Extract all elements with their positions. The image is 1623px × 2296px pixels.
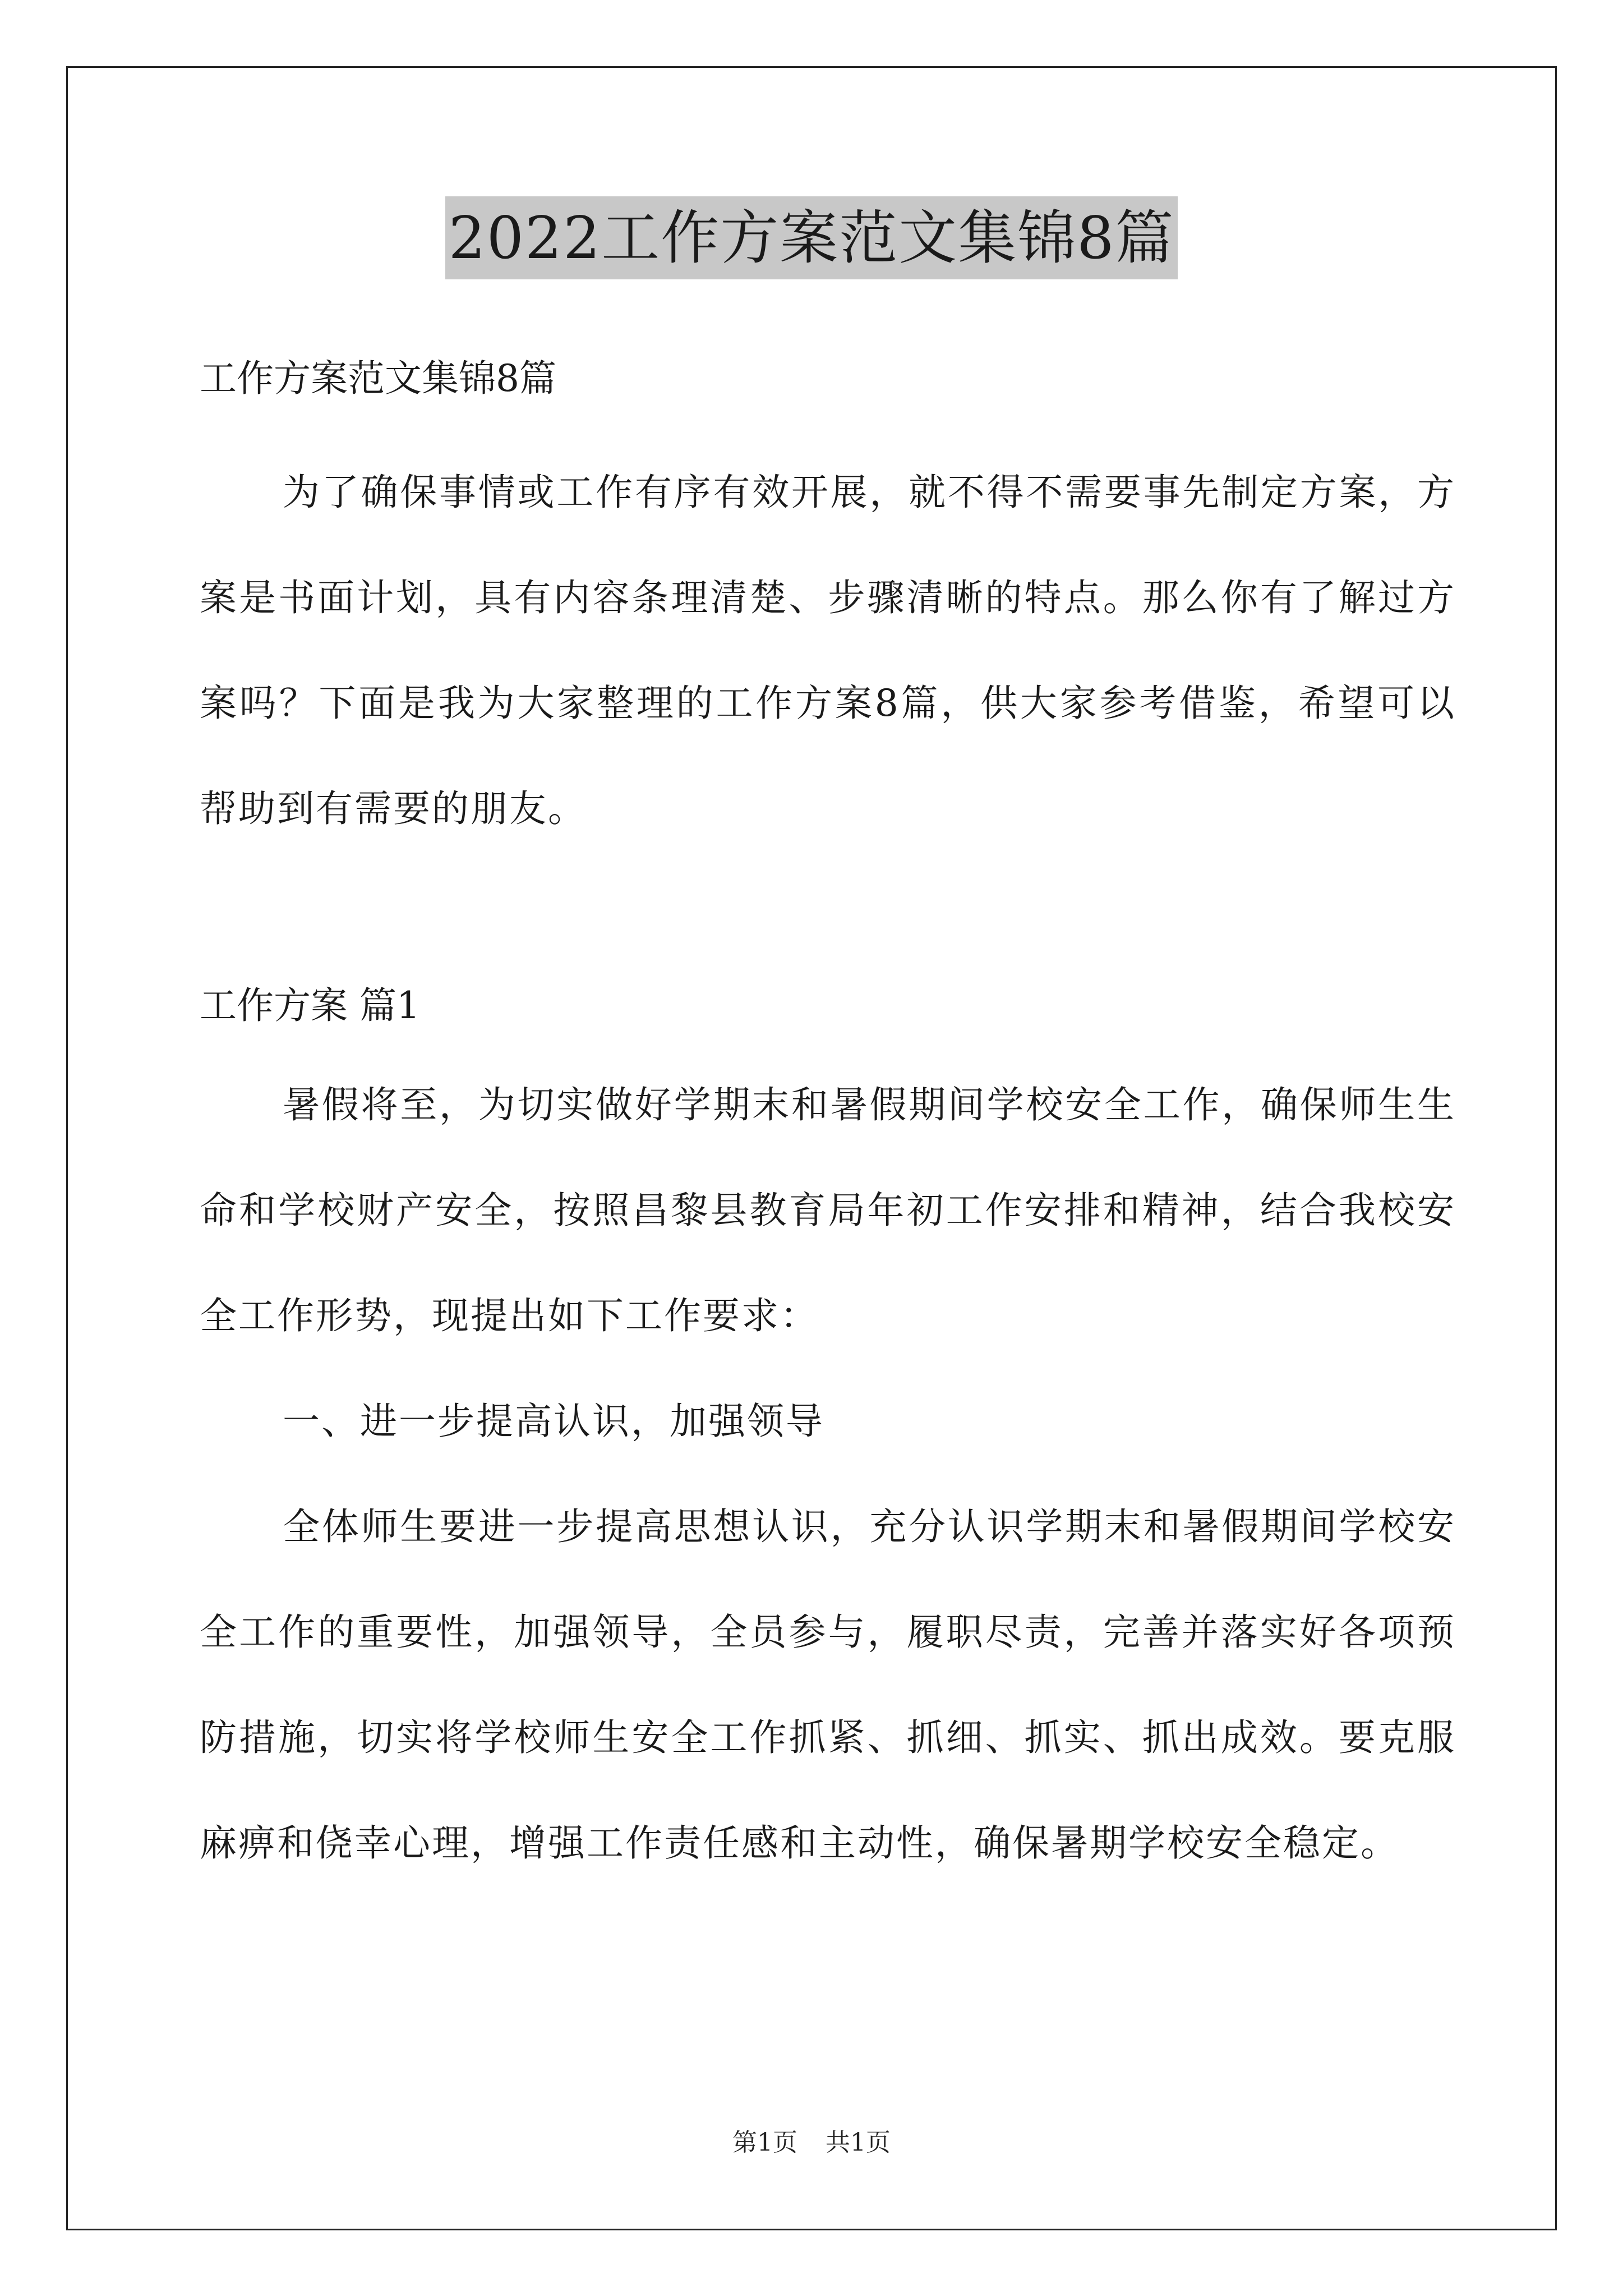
- page-total: 共1页: [826, 2128, 891, 2157]
- document-body: [200, 342, 1456, 1896]
- section-heading: 工作方案 篇1: [200, 984, 420, 1027]
- document-title: 2022工作方案范文集锦8篇: [445, 196, 1178, 279]
- section-subheading: 一、进一步提高认识，加强领导: [283, 1400, 824, 1443]
- section-paragraph: 暑假将至，为切实做好学期末和暑假期间学校安全工作，确保师生生命和学校财产安全，按照昌黎县教育局年初工作安排和精神，结合我校安全工作形势，现提出如下工作要求：: [200, 1083, 1456, 1337]
- document-subtitle: 工作方案范文集锦8篇: [200, 357, 556, 400]
- title-container: [0, 196, 1623, 279]
- page-number: 第1页: [732, 2128, 797, 2157]
- page-footer: [0, 2126, 1623, 2160]
- section-paragraph: 全体师生要进一步提高思想认识，充分认识学期末和暑假期间学校安全工作的重要性，加强领导，全员参与，履职尽责，完善并落实好各项预防措施，切实将学校师生安全工作抓紧、抓细、抓实、抓出成效。要克服麻痹和侥幸心理，增强工作责任感和主动性，确保暑期学校安全稳定。: [200, 1505, 1456, 1865]
- intro-paragraph: 为了确保事情或工作有序有效开展，就不得不需要事先制定方案，方案是书面计划，具有内容条理清楚、步骤清晰的特点。那么你有了解过方案吗？下面是我为大家整理的工作方案8篇，供大家参考借鉴，希望可以帮助到有需要的朋友。: [200, 471, 1456, 830]
